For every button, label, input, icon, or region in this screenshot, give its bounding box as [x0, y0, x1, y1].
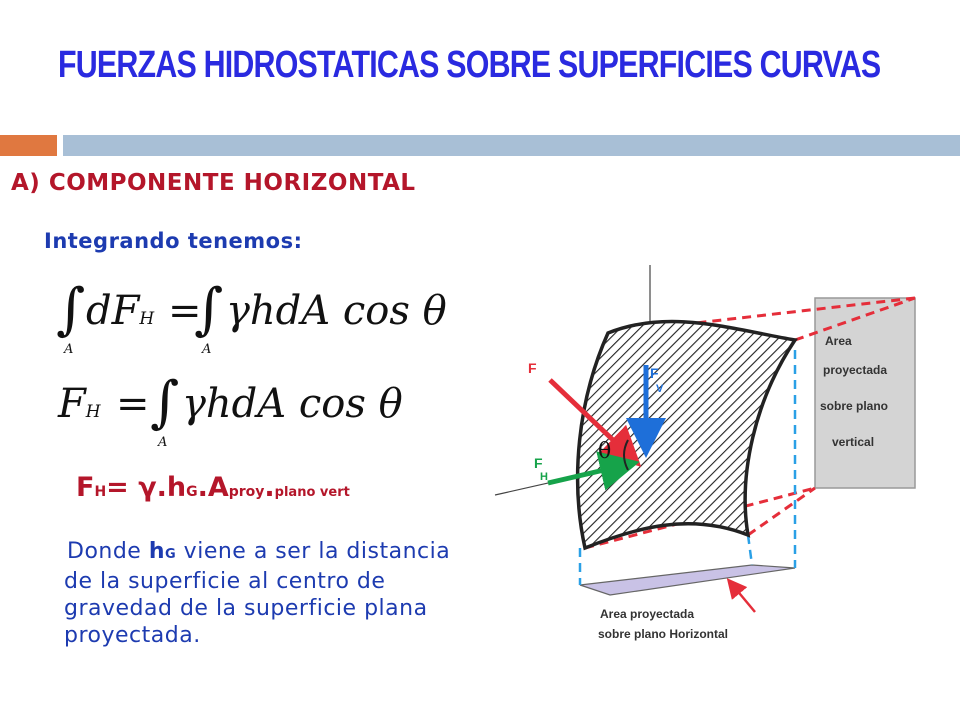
- formula-f-sub: H: [94, 484, 107, 500]
- description-h: h: [148, 539, 166, 564]
- description-h-sub: G: [165, 547, 177, 562]
- formula-dot: .: [264, 472, 275, 503]
- accent-bar-blue: [63, 135, 960, 156]
- formula-a-sub: proy: [228, 484, 265, 500]
- lhs-sub: H: [85, 402, 101, 422]
- integral-limit: A: [158, 435, 168, 450]
- equation-1: [56, 277, 456, 362]
- formula-tail-sub: plano vert: [274, 485, 350, 500]
- lhs-sub: H: [139, 309, 155, 329]
- integral-sign: ∫: [194, 277, 224, 342]
- equation-2-lhs: [58, 381, 101, 427]
- equals-sign: =: [168, 288, 202, 334]
- horizontal-projection-plane: [580, 565, 795, 595]
- formula-a: .A: [197, 472, 229, 503]
- section-heading: A) COMPONENTE HORIZONTAL: [11, 170, 416, 196]
- horizontal-area-label: Area proyectada sobre plano Horizontal: [598, 607, 729, 641]
- formula-f: F: [76, 472, 95, 503]
- equation-1-rhs: γhdA cos θ: [226, 288, 447, 334]
- description-text: [64, 538, 484, 649]
- integral-limit: A: [64, 342, 74, 357]
- intro-text: Integrando tenemos:: [44, 229, 303, 253]
- label-fv: F V: [650, 365, 664, 395]
- horizontal-force-formula: [76, 472, 350, 503]
- label-fh: F H: [534, 455, 548, 483]
- integral-sign: ∫: [150, 370, 180, 435]
- lhs-text: F: [58, 381, 86, 427]
- description-rest: viene a ser la distancia de la superficie al centro de gravedad de la superficie plana proyectada.: [64, 539, 451, 648]
- equation-2: [56, 370, 456, 455]
- curved-surface-diagram: [470, 250, 930, 660]
- description-lead: Donde: [67, 539, 149, 564]
- lhs-text: dF: [86, 288, 140, 334]
- formula-h-sub: G: [186, 484, 198, 500]
- slide-title: FUERZAS HIDROSTATICAS SOBRE SUPERFICIES CURVAS: [58, 44, 881, 86]
- label-f: F: [528, 360, 537, 376]
- equation-2-rhs: γhdA cos θ: [182, 381, 403, 427]
- accent-bar-orange: [0, 135, 57, 156]
- equals-sign: =: [116, 381, 150, 427]
- vertical-area-label: Area proyectada sobre plano vertical: [820, 334, 889, 449]
- integral-limit: A: [202, 342, 212, 357]
- formula-eq: = γ.h: [106, 472, 187, 503]
- equation-1-lhs: [86, 288, 154, 334]
- label-theta: θ: [598, 439, 612, 464]
- horizontal-area-pointer: [730, 582, 755, 612]
- integral-sign: ∫: [56, 277, 86, 342]
